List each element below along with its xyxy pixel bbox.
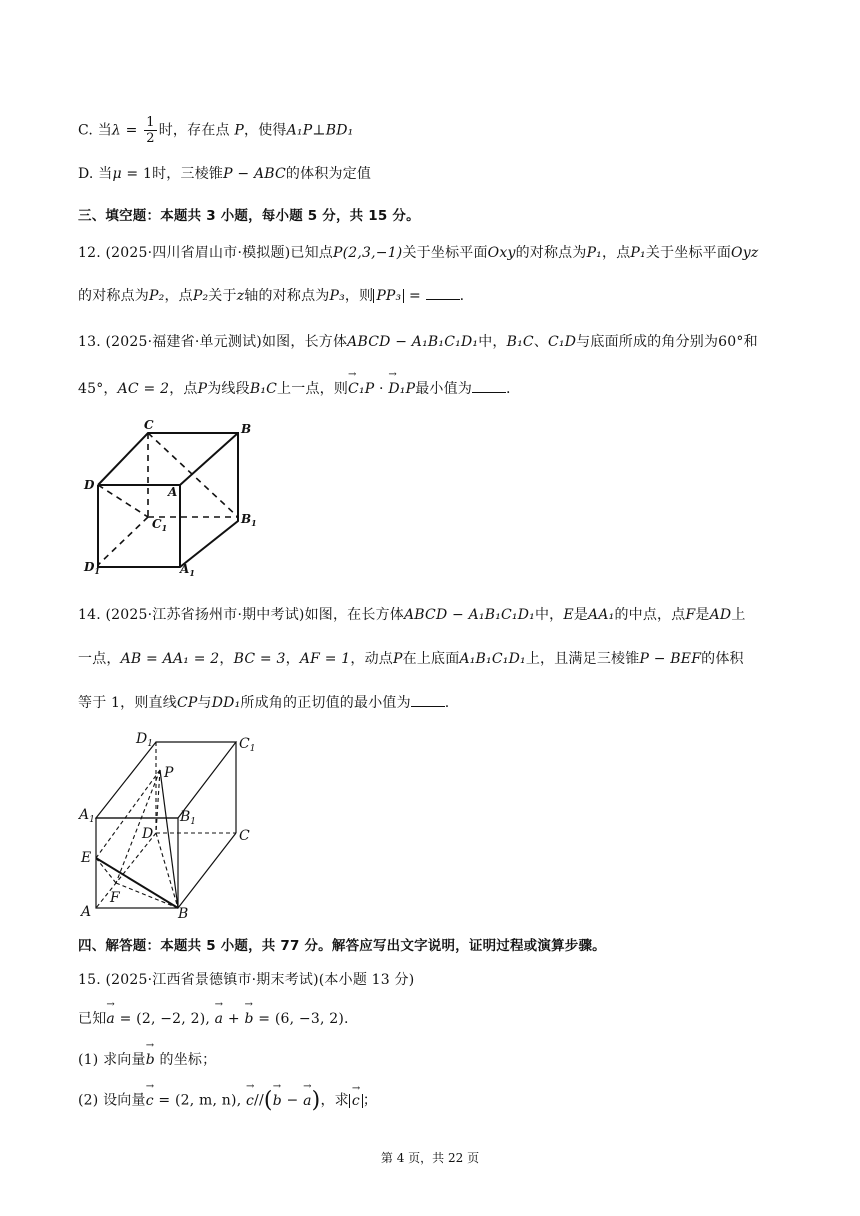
- diag-dc1-hidden: [98, 485, 148, 517]
- label-e: E: [81, 850, 92, 866]
- q15-part-2: (2) 设向量→ c = (2, m, n), → c//(→ b − → a)，求→ c ；: [78, 1088, 377, 1113]
- fraction-half: $\frac{1}{2}$: [146, 115, 155, 146]
- q12-line-2: 的对称点为P₂，点P₂关于z轴的对称点为P₃，则 PP₃ = .: [78, 288, 465, 304]
- q15-header: 15. (2025·江西省景德镇市·期末考试)(本小题 13 分): [78, 972, 415, 988]
- label-a1: $A_1$: [180, 562, 195, 578]
- label-b1: $B_1$: [180, 809, 197, 827]
- q14-line-2: 一点，AB = AA₁ = 2，BC = 3，AF = 1，动点P在上底面A₁B₁C₁D₁上，且满足三棱锥P − BEF的体积: [78, 651, 744, 667]
- label-a: A: [168, 485, 178, 499]
- answer-blank: [426, 287, 460, 300]
- seg-pb: [160, 770, 178, 908]
- label-b1: $B_1$: [241, 512, 257, 528]
- q14-line-1: 14. (2025·江苏省扬州市·期中考试)如图，在长方体ABCD − A₁B₁C₁D₁中，E是AA₁的中点，点F是AD上: [78, 607, 746, 623]
- option-c: C. 当λ = $\frac{1}{2}$ 时，存在点 P，使得A₁P⊥BD₁: [78, 115, 354, 146]
- seg-fb-hidden: [116, 883, 178, 908]
- section-3-title: 三、填空题：本题共 3 小题，每小题 5 分，共 15 分。: [78, 208, 420, 224]
- edge-cb: [178, 833, 236, 908]
- label-b: B: [241, 422, 252, 436]
- label-c: C: [239, 828, 250, 844]
- front-face: [96, 818, 178, 908]
- label-a: A: [81, 904, 92, 920]
- page-footer: 第 4 页，共 22 页: [380, 1151, 480, 1165]
- q13-line-2: 45°，AC = 2，点P为线段B₁C上一点，则→ C₁P · → D₁P最小值为 .: [78, 378, 511, 398]
- seg-eb: [96, 858, 178, 908]
- label-f: F: [110, 890, 120, 906]
- edge-da-hidden: [96, 833, 156, 908]
- label-a1: $A_1$: [79, 807, 95, 825]
- label-d1: $D_1$: [136, 731, 153, 749]
- label-c: C: [144, 418, 154, 432]
- answer-blank: [411, 694, 445, 707]
- edge-ab: [180, 433, 238, 485]
- label-d: D: [142, 826, 154, 842]
- cuboid-figure-q14: [76, 728, 276, 923]
- q15-given: 已知→ a = (2, −2, 2), → a + → b = (6, −3, 2).: [78, 1008, 349, 1028]
- q15-part-1: (1) 求向量→ b 的坐标；: [78, 1049, 216, 1069]
- label-c1: $C_1$: [152, 517, 168, 533]
- option-d: D. 当μ = 1时，三棱锥P − ABC的体积为定值: [78, 166, 372, 182]
- cuboid-figure-q13: [78, 415, 268, 580]
- q13-line-1: 13. (2025·福建省·单元测试)如图，长方体ABCD − A₁B₁C₁D₁中，B₁C、C₁D与底面所成的角分别为60°和: [78, 334, 758, 350]
- label-d: D: [84, 478, 95, 492]
- label-d1: $D_1$: [84, 560, 100, 576]
- answer-blank: [472, 380, 506, 393]
- q14-line-3: 等于 1，则直线CP与DD₁所成角的正切值的最小值为 .: [78, 695, 450, 711]
- edge-c1d1-hidden: [98, 517, 148, 565]
- label-p: P: [164, 765, 174, 781]
- q12-line-1: 12. (2025·四川省眉山市·模拟题)已知点P(2,3,−1)关于坐标平面Oxy的对称点为P₁，点P₁关于坐标平面Oyz: [78, 245, 759, 261]
- seg-pf-hidden: [116, 770, 160, 883]
- seg-pe-hidden: [96, 770, 160, 858]
- label-c1: $C_1$: [239, 736, 256, 754]
- section-4-title: 四、解答题：本题共 5 小题，共 77 分。解答应写出文字说明，证明过程或演算步骤。: [78, 938, 606, 954]
- label-b: B: [178, 906, 189, 922]
- seg-ef-hidden: [96, 858, 116, 883]
